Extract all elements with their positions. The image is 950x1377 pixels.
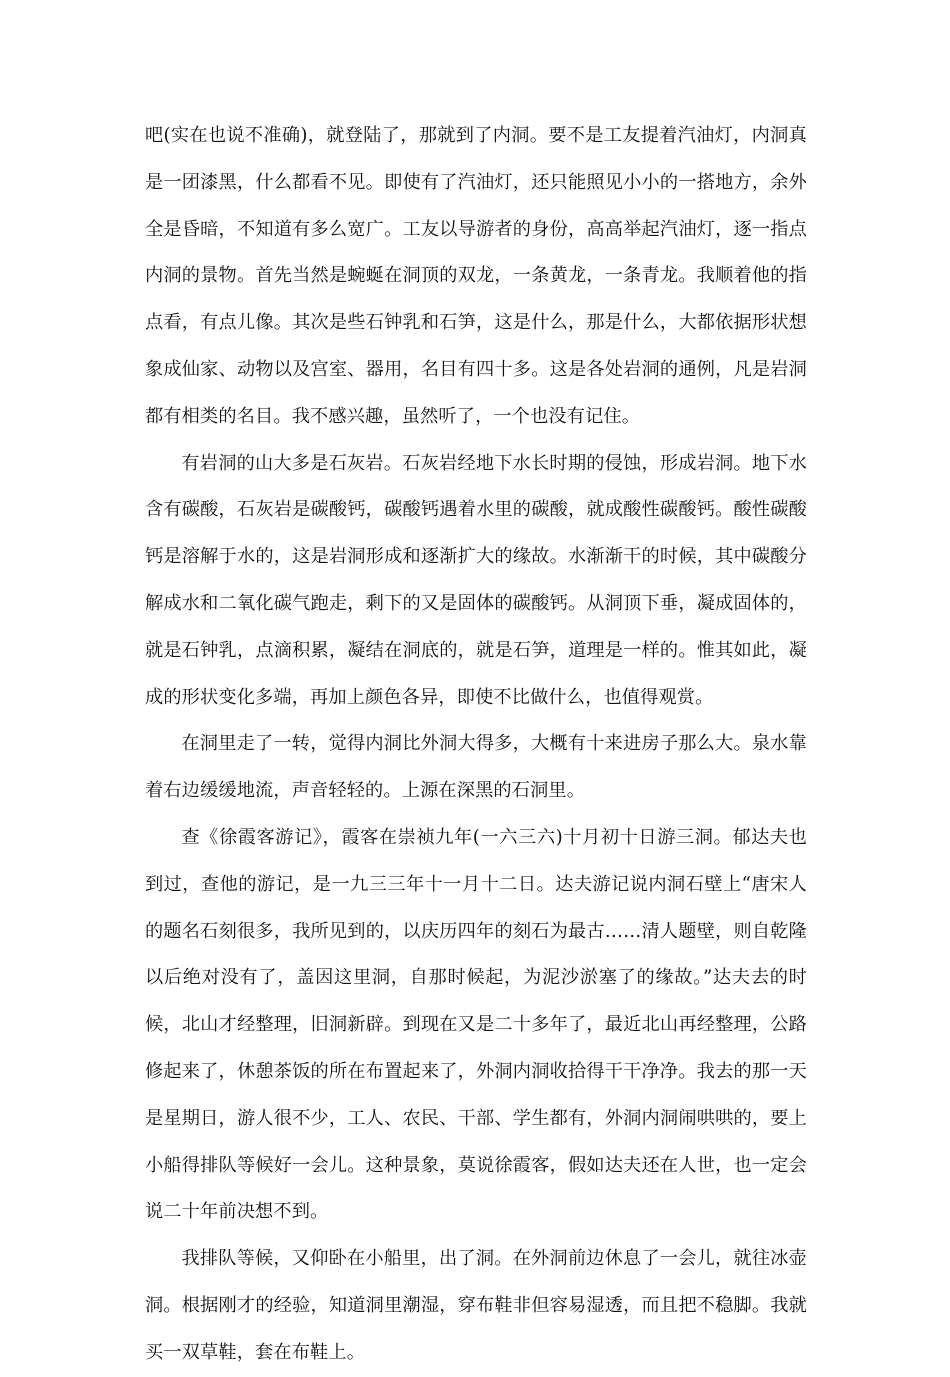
paragraph-continued: 吧(实在也说不准确)，就登陆了，那就到了内洞。要不是工友提着汽油灯，内洞真是一团漆黑，什么都看不见。即使有了汽油灯，还只能照见小小的一搭地方，余外全是昏暗，不知道有多么宽广。工友以导游者的身份，高高举起汽油灯，逐一指点内洞的景物。首先当然是蜿蜒在洞顶的双龙，一条黄龙，一条青龙。我顺着他的指点看，有点儿像。其次是些石钟乳和石笋，这是什么，那是什么，大都依据形状想象成仙家、动物以及宫室、器用，名目有四十多。这是各处岩洞的通例，凡是岩洞都有相类的名目。我不感兴趣，虽然听了，一个也没有记住。: [145, 125, 807, 427]
paragraph-leaving-cave: 我排队等候，又仰卧在小船里，出了洞。在外洞前边休息了一会儿，就往冰壶洞。根据刚才的经验，知道洞里潮湿，穿布鞋非但容易湿透，而且把不稳脚。我就买一双草鞋，套在布鞋上。: [145, 1248, 807, 1363]
paragraph-travel-notes: 查《徐霞客游记》，霞客在崇祯九年(一六三六)十月初十日游三洞。郁达夫也到过，查他的游记，是一九三三年十一月十二日。达夫游记说内洞石壁上“唐宋人的题名石刻很多，我所见到的，以庆历四年的刻石为最古……清人题壁，则自乾隆以后绝对没有了，盖因这里洞，自那时候起，为泥沙淤塞了的缘故。”达夫去的时候，北山才经整理，旧洞新辟。到现在又是二十多年了，最近北山再经整理，公路修起来了，休憩茶饭的所在布置起来了，外洞内洞收拾得干干净净。我去的那一天是星期日，游人很不少，工人、农民、干部、学生都有，外洞内洞闹哄哄的，要上小船得排队等候好一会儿。这种景象，莫说徐霞客，假如达夫还在人世，也一定会说二十年前决想不到。: [145, 826, 807, 1223]
paragraph-limestone: 有岩洞的山大多是石灰岩。石灰岩经地下水长时期的侵蚀，形成岩洞。地下水含有碳酸，石灰岩是碳酸钙，碳酸钙遇着水里的碳酸，就成酸性碳酸钙。酸性碳酸钙是溶解于水的，这是岩洞形成和逐渐扩大的缘故。水渐渐干的时候，其中碳酸分解成水和二氧化碳气跑走，剩下的又是固体的碳酸钙。从洞顶下垂，凝成固体的，就是石钟乳，点滴积累，凝结在洞底的，就是石笋，道理是一样的。惟其如此，凝成的形状变化多端，再加上颜色各异，即使不比做什么，也值得观赏。: [145, 452, 807, 708]
paragraph-inner-cave: 在洞里走了一转，觉得内洞比外洞大得多，大概有十来进房子那么大。泉水靠着右边缓缓地流，声音轻轻的。上源在深黑的石洞里。: [145, 733, 807, 802]
article-body: [145, 113, 807, 1377]
